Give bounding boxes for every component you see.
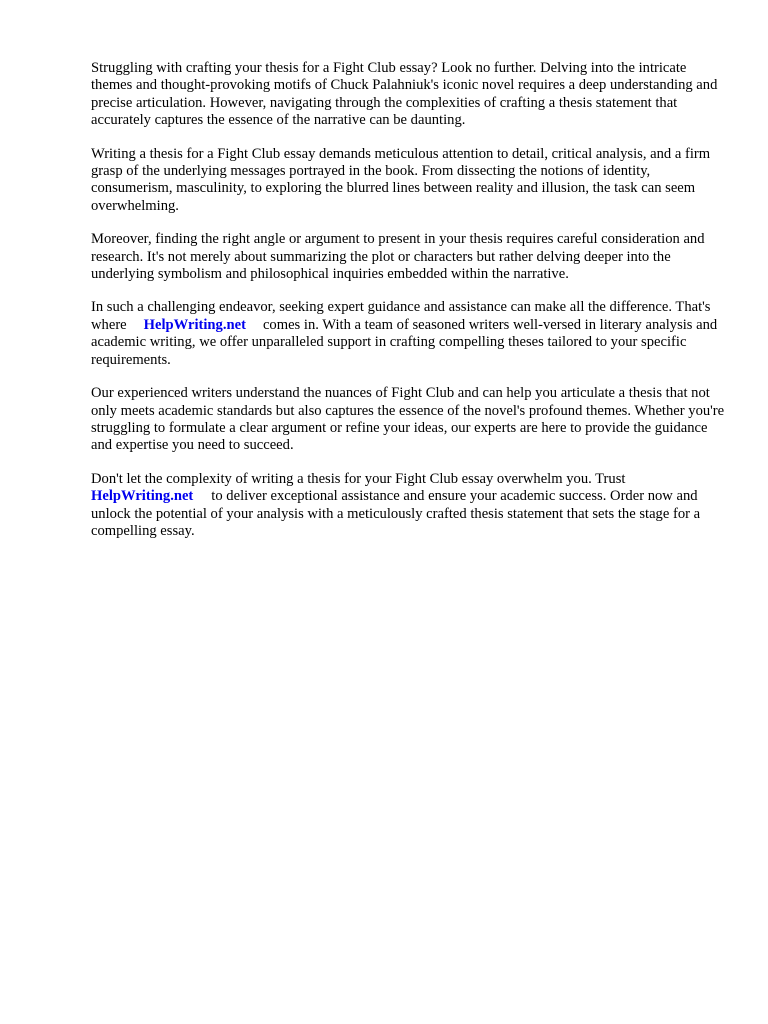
paragraph-intro: Struggling with crafting your thesis for a Fight Club essay? Look no further. Delving into the intricate themes and thought-provoking motifs of Chuck Palahniuk's iconic novel requires a deep understanding and precise articulation. However, navigating through the complexities of crafting a thesis statement that accurately captures the essence of the narrative can be daunting.	[91, 60, 718, 129]
paragraph-guidance-text-after: comes in. With a team of seasoned writers well-versed in literary analysis and academic writing, we offer unparalleled support in crafting compelling theses tailored to your specific requirements.	[91, 316, 718, 368]
helpwriting-link[interactable]: HelpWriting.net	[143, 316, 246, 333]
paragraph-closing	[91, 471, 731, 541]
paragraph-guidance-text-before: In such a challenging endeavor, seeking expert guidance and assistance can make all the difference. That's where	[91, 299, 711, 333]
paragraph-closing-text-before: Don't let the complexity of writing a thesis for your Fight Club essay overwhelm you. Trust	[91, 470, 626, 487]
helpwriting-link-closing[interactable]: HelpWriting.net	[91, 488, 194, 505]
paragraph-angle: Moreover, finding the right angle or argument to present in your thesis requires careful consideration and research. It's not merely about summarizing the plot or characters but rather delving deeper into the underlying symbolism and philosophical inquiries embedded within the narrative.	[91, 231, 705, 283]
paragraph-closing-text-after: to deliver exceptional assistance and ensure your academic success. Order now and unlock the potential of your analysis with a meticulously crafted thesis statement that sets the stage for a compelling essay.	[91, 488, 701, 539]
paragraph-demands: Writing a thesis for a Fight Club essay demands meticulous attention to detail, critical analysis, and a firm grasp of the underlying messages portrayed in the book. From dissecting the notions of identity, consumerism, masculinity, to exploring the blurred lines between reality and illusion, the task can seem overwhelming.	[91, 145, 711, 214]
paragraph-guidance	[91, 299, 731, 369]
paragraph-writers: Our experienced writers understand the nuances of Fight Club and can help you articulate a thesis that not only meets academic standards but also captures the essence of the novel's profound themes. Whether you're struggling to formulate a clear argument or refine your ideas, our experts are here to provide the guidance and expertise you need to succeed.	[91, 385, 725, 454]
document-page	[91, 60, 731, 556]
